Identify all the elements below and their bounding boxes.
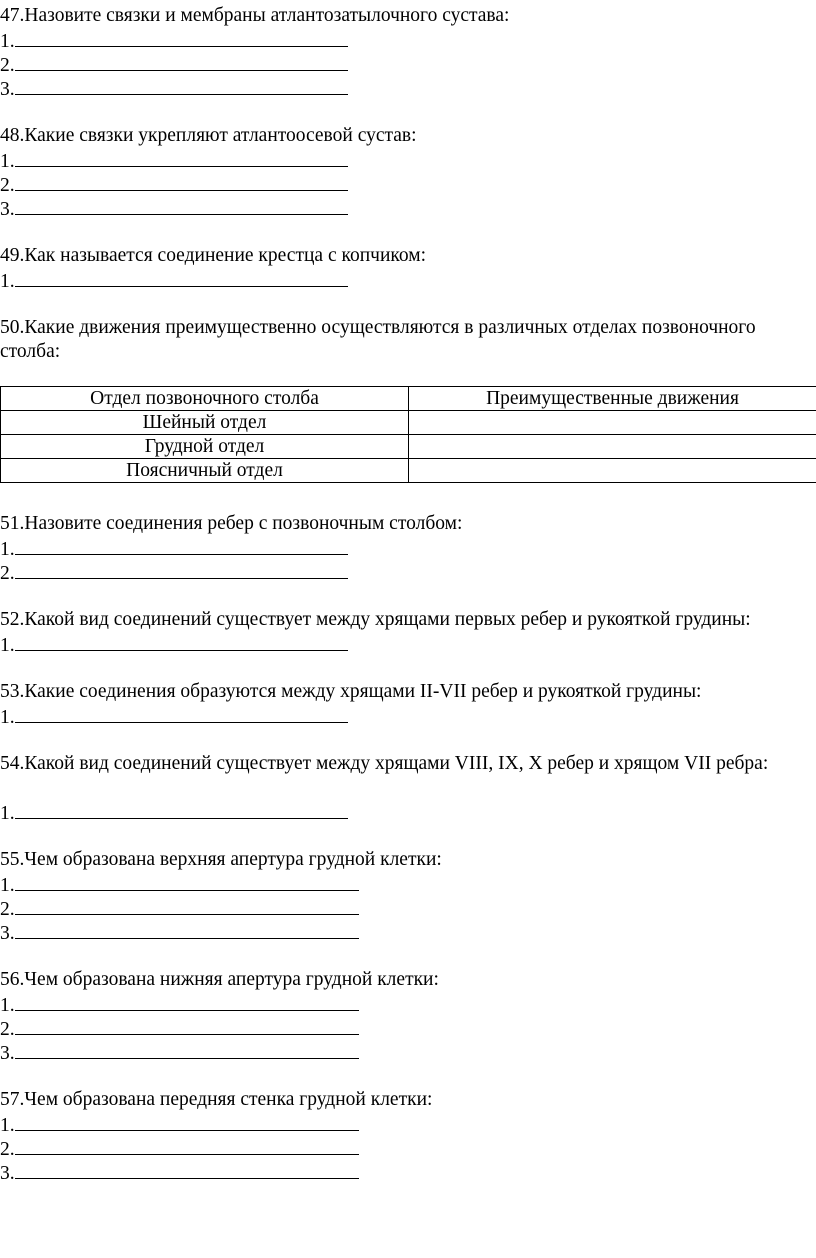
blank-line[interactable] (15, 800, 348, 819)
question-47 (0, 4, 509, 28)
blank-line[interactable] (15, 560, 348, 579)
blank-line[interactable] (15, 52, 348, 71)
answer-line-56-3[interactable]: 3. (0, 1040, 359, 1066)
table-cell-section: Шейный отдел (1, 411, 409, 435)
question-text: 48.Какие связки укрепляют атлантоосевой сустав: (0, 125, 417, 146)
blank-line[interactable] (15, 920, 359, 939)
question-55 (0, 848, 442, 872)
table-cell-section: Грудной отдел (1, 435, 409, 459)
question-text: 51.Назовите соединения ребер с позвоночным столбом: (0, 513, 463, 534)
answer-line-48-2[interactable]: 2. (0, 172, 348, 198)
table-cell-answer[interactable] (409, 411, 816, 435)
answer-line-55-3[interactable]: 3. (0, 920, 359, 946)
answer-line-51-1[interactable]: 1. (0, 536, 348, 562)
question-57 (0, 1088, 432, 1112)
blank-line[interactable] (15, 536, 348, 555)
question-52 (0, 608, 814, 632)
question-50 (0, 316, 814, 364)
question-text: 55.Чем образована верхняя апертура грудной клетки: (0, 849, 442, 870)
question-56 (0, 968, 439, 992)
blank-line[interactable] (15, 704, 348, 723)
answer-line-47-3[interactable]: 3. (0, 76, 348, 102)
answer-line-57-2[interactable]: 2. (0, 1136, 359, 1162)
question-51 (0, 512, 462, 536)
blank-line[interactable] (15, 896, 359, 915)
blank-line[interactable] (15, 1160, 359, 1179)
answer-line-57-1[interactable]: 1. (0, 1112, 359, 1138)
answer-line-56-2[interactable]: 2. (0, 1016, 359, 1042)
answer-line-52-1[interactable]: 1. (0, 632, 348, 658)
blank-line[interactable] (15, 172, 348, 191)
answer-line-47-2[interactable]: 2. (0, 52, 348, 78)
question-text: 57.Чем образована передняя стенка грудной клетки: (0, 1089, 433, 1110)
blank-line[interactable] (15, 148, 348, 167)
blank-line[interactable] (15, 872, 359, 891)
question-text: 47.Назовите связки и мембраны атлантозатылочного сустава: (0, 5, 510, 26)
blank-line[interactable] (15, 632, 348, 651)
question-49 (0, 244, 426, 268)
spine-motion-table (0, 386, 816, 483)
question-text: 50.Какие движения преимущественно осуществляются в различных отделах позвоночного столба: (0, 317, 756, 362)
question-text: 49.Как называется соединение крестца с копчиком: (0, 245, 427, 266)
answer-line-54-1[interactable]: 1. (0, 800, 348, 826)
blank-line[interactable] (15, 196, 348, 215)
answer-line-47-1[interactable]: 1. (0, 28, 348, 54)
blank-line[interactable] (15, 268, 348, 287)
table-row (1, 435, 816, 459)
answer-line-51-2[interactable]: 2. (0, 560, 348, 586)
answer-line-49-1[interactable]: 1. (0, 268, 348, 294)
answer-line-56-1[interactable]: 1. (0, 992, 359, 1018)
answer-line-55-1[interactable]: 1. (0, 872, 359, 898)
table-cell-answer[interactable] (409, 435, 816, 459)
table-row (1, 459, 816, 483)
question-text: 56.Чем образована нижняя апертура грудной клетки: (0, 969, 439, 990)
blank-line[interactable] (15, 1136, 359, 1155)
question-54 (0, 752, 780, 776)
blank-line[interactable] (15, 1112, 359, 1131)
table-header-row (1, 387, 816, 411)
table-cell-section: Поясничный отдел (1, 459, 409, 483)
question-53 (0, 680, 701, 704)
blank-line[interactable] (15, 1016, 359, 1035)
blank-line[interactable] (15, 992, 359, 1011)
question-text: 54.Какой вид соединений существует между хрящами VIII, IX, X ребер и хрящом VII ребра: (0, 753, 769, 774)
question-48 (0, 124, 417, 148)
answer-line-55-2[interactable]: 2. (0, 896, 359, 922)
blank-line[interactable] (15, 76, 348, 95)
answer-line-48-3[interactable]: 3. (0, 196, 348, 222)
question-text: 53.Какие соединения образуются между хрящами II-VII ребер и рукояткой грудины: (0, 681, 702, 702)
answer-line-57-3[interactable]: 3. (0, 1160, 359, 1186)
table-header-cell: Отдел позвоночного столба (1, 387, 409, 411)
table-row (1, 411, 816, 435)
answer-line-48-1[interactable]: 1. (0, 148, 348, 174)
blank-line[interactable] (15, 28, 348, 47)
table-header-cell: Преимущественные движения (409, 387, 816, 411)
question-text: 52.Какой вид соединений существует между хрящами первых ребер и рукояткой грудины: (0, 609, 751, 630)
blank-line[interactable] (15, 1040, 359, 1059)
table-cell-answer[interactable] (409, 459, 816, 483)
answer-line-53-1[interactable]: 1. (0, 704, 348, 730)
